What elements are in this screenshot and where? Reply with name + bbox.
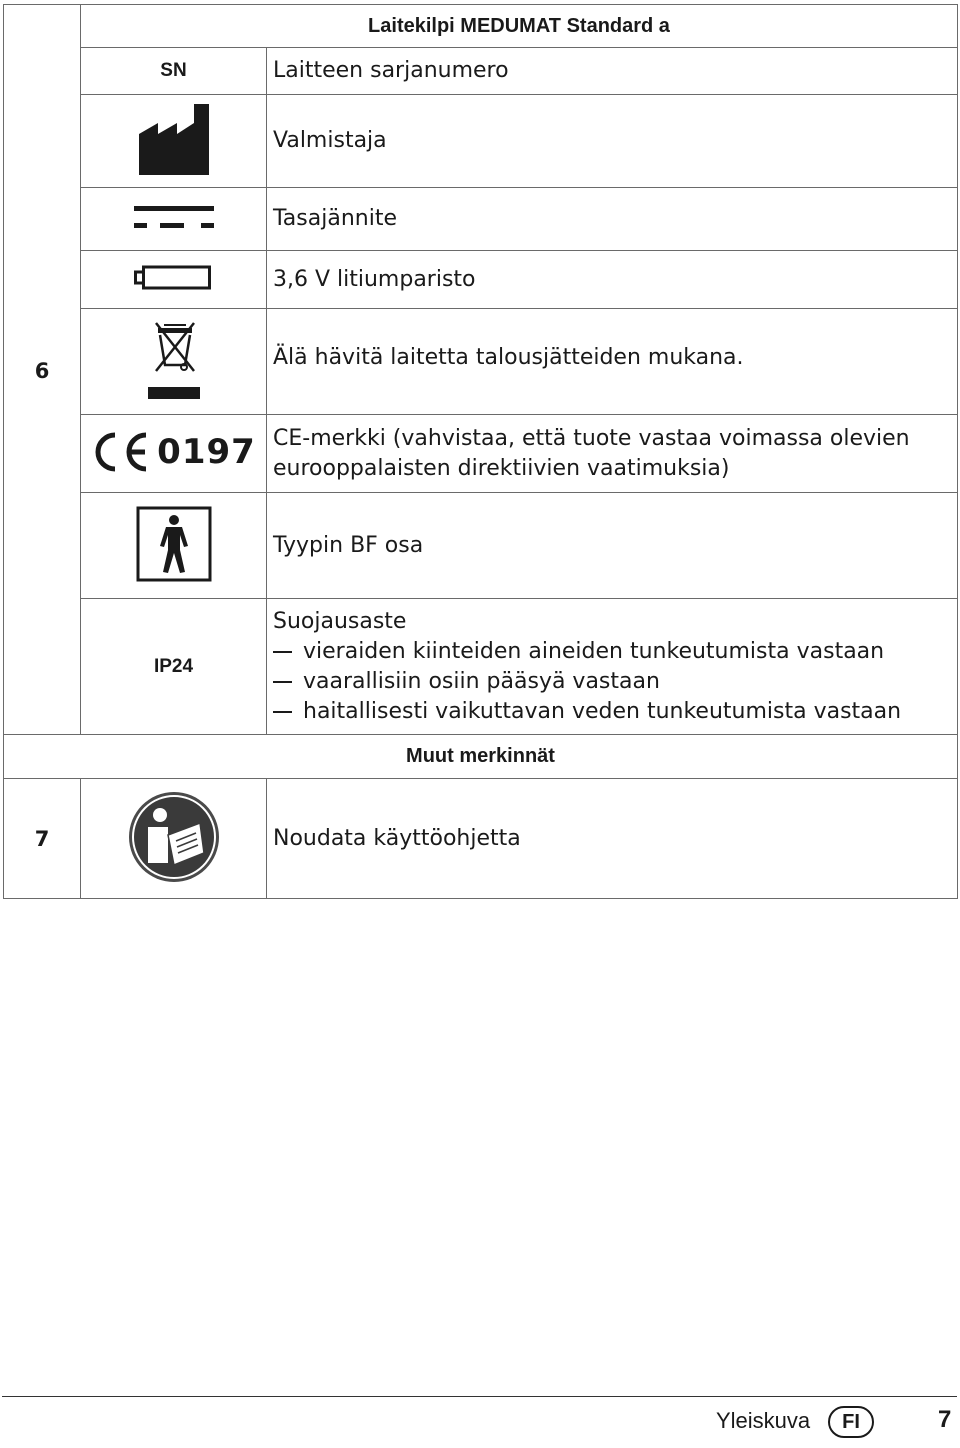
dc-cell [81,188,267,251]
row-desc-weee: Älä hävitä laitetta talousjätteiden mukana. [267,309,958,415]
ip-rating-symbol: IP24 [153,655,194,677]
type-bf-cell [81,493,267,599]
battery-icon [134,264,214,292]
section-title-6: Laitekilpi MEDUMAT Standard a [81,5,958,48]
page-footer [0,1406,960,1446]
sn-symbol: SN [160,60,187,81]
section-title-7: Muut merkinnät [4,735,958,779]
footer-rule [2,1396,957,1397]
sn-symbol-cell [81,48,267,95]
page-number: 7 [938,1406,952,1433]
ip-cell [81,599,267,735]
language-badge: FI [828,1406,874,1438]
row-desc-dc: Tasajännite [267,188,958,251]
row-desc-ip [267,599,958,735]
manufacturer-cell [81,95,267,188]
row-desc-type-bf: Tyypin BF osa [267,493,958,599]
ce-mark-icon [91,431,151,473]
row-desc-read-instructions: Noudata käyttöohjetta [267,779,958,899]
footer-section-title: Yleiskuva [716,1408,811,1433]
read-instructions-icon [128,791,220,883]
read-instructions-cell [81,779,267,899]
weee-cell [81,309,267,415]
ip-bullet-3: haitallisesti vaikuttavan veden tunkeutumista vastaan [273,697,957,727]
ce-cell [81,415,267,493]
direct-current-icon [132,202,216,232]
row-desc-serial: Laitteen sarjanumero [267,48,958,95]
ce-notified-body-number: 0197 [157,431,256,472]
row-desc-manufacturer: Valmistaja [267,95,958,188]
row-desc-battery: 3,6 V litiumparisto [267,251,958,309]
weee-crossed-bin-icon [144,319,204,401]
type-bf-icon [136,506,212,582]
row-desc-ce: CE-merkki (vahvistaa, että tuote vastaa voimassa olevien eurooppalaisten direktiivien vaatimuksia) [267,415,958,493]
symbol-table [3,4,958,899]
ip-bullet-2: vaarallisiin osiin pääsyä vastaan [273,667,957,697]
manufacturer-icon [138,103,210,175]
section-number-6: 6 [4,5,81,735]
ip-description: Suojausaste [273,608,407,634]
ip-bullet-1: vieraiden kiinteiden aineiden tunkeutumista vastaan [273,637,957,667]
section-number-7: 7 [4,779,81,899]
battery-cell [81,251,267,309]
